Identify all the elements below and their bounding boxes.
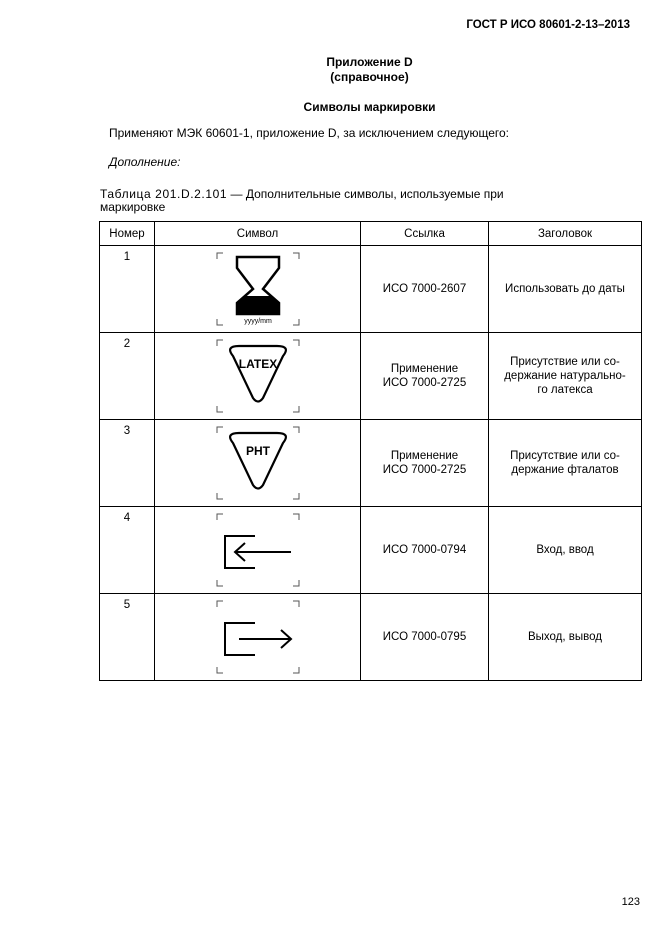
row-title [489,246,642,333]
row-symbol [155,594,361,681]
hourglass-icon [215,251,301,327]
row-number: 3 [100,420,155,507]
symbol-label: LATEX [238,357,277,371]
table-row [100,246,642,333]
row-number: 2 [100,333,155,420]
intro-paragraph: Применяют МЭК 60601-1, приложение D, за исключением следующего: [109,126,509,140]
reference-line: ИСО 7000-2607 [382,283,467,295]
table-caption [100,188,570,214]
row-symbol [155,246,361,333]
header-reference: Ссылка [361,222,489,246]
row-reference [361,333,489,420]
section-title: Символы маркировки [303,100,436,114]
title-line: Присутствие или со- [510,356,620,368]
row-symbol [155,420,361,507]
row-title [489,333,642,420]
page-number: 123 [621,896,640,908]
reference-line: ИСО 7000-0795 [382,631,467,643]
header-symbol: Символ [155,222,361,246]
row-number: 1 [100,246,155,333]
title-line: держание натурально- [504,370,626,382]
output-arrow-icon [215,599,301,675]
row-reference [361,594,489,681]
row-title [489,594,642,681]
row-symbol [155,507,361,594]
reference-line: ИСО 7000-0794 [382,544,467,556]
input-arrow-icon [215,512,301,588]
addition-label: Дополнение: [109,155,181,169]
annex-title: Приложение D [326,55,413,69]
title-line: Использовать до даты [505,283,625,295]
row-reference [361,420,489,507]
annex-heading [0,55,661,85]
reference-line: Применение [390,363,459,375]
annex-subtitle: (справочное) [330,70,409,84]
latex-triangle-icon [215,338,301,414]
document-code: ГОСТ Р ИСО 80601-2-13–2013 [466,19,630,31]
reference-line: Применение [390,450,459,462]
table-row [100,507,642,594]
row-number: 5 [100,594,155,681]
title-line: держание фталатов [511,464,619,476]
title-line: Выход, вывод [527,631,602,643]
table-number: Таблица 201.D.2.101 [100,187,228,201]
table-header-row [100,222,642,246]
title-line: го латекса [537,384,593,396]
header-title: Заголовок [489,222,642,246]
row-title [489,507,642,594]
symbol-label: PHT [245,444,270,458]
table-row [100,420,642,507]
row-reference [361,507,489,594]
reference-line: ИСО 7000-2725 [382,377,467,389]
row-reference [361,246,489,333]
table-row [100,594,642,681]
row-number: 4 [100,507,155,594]
table-caption-text: — Дополнительные символы, используемые при маркировке [100,187,504,214]
title-line: Вход, ввод [536,544,594,556]
symbols-table [99,221,642,681]
table-row [100,333,642,420]
reference-line: ИСО 7000-2725 [382,464,467,476]
title-line: Присутствие или со- [510,450,620,462]
symbol-date-label: yyyy/mm [243,318,272,325]
header-number: Номер [100,222,155,246]
row-symbol [155,333,361,420]
row-title [489,420,642,507]
pht-triangle-icon [215,425,301,501]
